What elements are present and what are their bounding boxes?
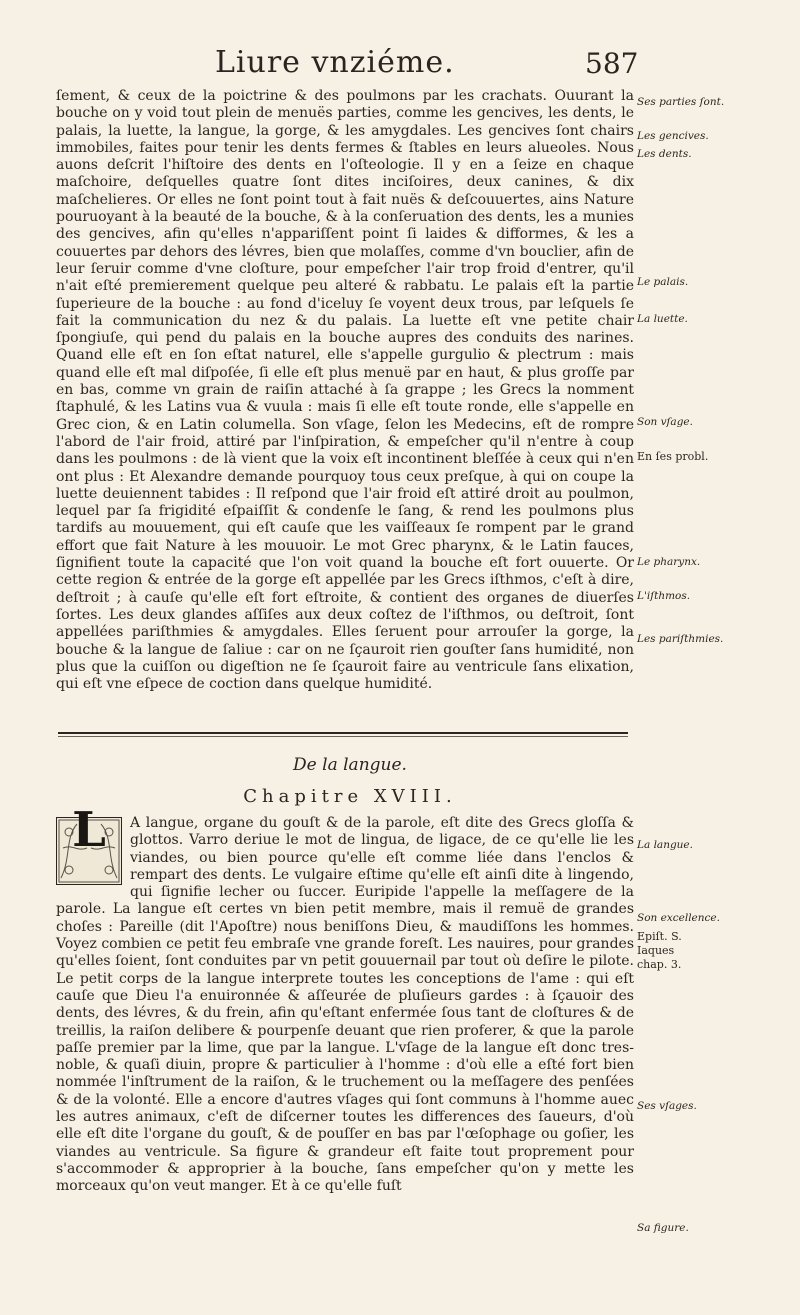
running-title: Liure vnziéme. bbox=[215, 45, 455, 80]
page-number: 587 bbox=[585, 47, 639, 80]
main-text-block bbox=[56, 88, 634, 693]
margin-note: Le palais. bbox=[637, 276, 689, 288]
ornamental-initial bbox=[56, 802, 122, 885]
chapter-paragraph: A langue, organe du gouſt & de la parole, eſt dite des Grecs gloſſa & glottos. Varro deriue le mot de lingua, de ligace, de ce qu'elle lie les viandes, ou bien pource qu'elle eſt comme liée dans l'enclos & rempart des dents. Le vulgaire eſtime qu'elle eſt ainſi dite à lingendo, qui ſignifie lecher ou ſuccer. Euripide l'appelle la meſſagere de la parole. La langue eſt certes vn bien petit membre, mais il remuë de grandes choſes : Pareille (dit l'Apoſtre) nous beniſſons Dieu, & maudiſſons les hommes. Voyez combien ce petit feu embraſe vne grande foreſt. Les nauires, pour grandes qu'elles ſoient, ſont conduites par vn petit gouuernail par tout où deſire le pilote. Le petit corps de la langue interprete toutes les conceptions de l'ame : qui eſt cauſe que Dieu l'a enuironnée & aſſeurée de pluſieurs gardes : à ſçauoir des dents, des lévres, & du frein, afin qu'eſtant enfermée ſous tant de cloſtures & de treillis, la raiſon delibere & pourpenſe deuant que rien proferer, & que la parole paſſe premier par la lime, que par la langue. L'vſage de la langue eſt donc tres-noble, & quaſi diuin, propre & particulier à l'homme : d'où elle a eſté fort bien nommée l'inſtrument de la raiſon, & le truchement ou la meſſagere des penſées & de la volonté. Elle a encore d'autres vſages qui ſont communs à l'homme auec les autres animaux, c'eſt de diſcerner toutes les differences des ſaueurs, d'où elle eſt dite l'organe du gouſt, & de pouſſer en bas par l'œſophage ou goſier, les viandes au ventricule. Sa figure & grandeur eſt faite tout proprement pour s'accommoder & approprier à la bouche, ſans empeſcher qu'on y mette les morceaux qu'on veut manger. Et à ce qu'elle fuſt bbox=[56, 815, 634, 1195]
margin-note: Son vſage. bbox=[637, 416, 693, 428]
margin-note: La langue. bbox=[637, 839, 693, 851]
margin-note: En ſes probl. bbox=[637, 450, 709, 463]
section-title: De la langue. bbox=[293, 755, 407, 775]
margin-note: Les dents. bbox=[637, 148, 692, 160]
margin-note: Le pharynx. bbox=[637, 556, 701, 568]
margin-note: Sa figure. bbox=[637, 1222, 689, 1234]
margin-note: La luette. bbox=[637, 313, 688, 325]
margin-note: Epiſt. S. Iaques chap. 3. bbox=[637, 930, 682, 971]
margin-note: Ses vſages. bbox=[637, 1100, 697, 1112]
margin-note: L'iſthmos. bbox=[637, 590, 691, 602]
margin-note: Les pariſthmies. bbox=[637, 633, 724, 645]
margin-note: Ses parties ſont. bbox=[637, 96, 725, 108]
body-paragraph: ſement, & ceux de la poictrine & des poulmons par les crachats. Ouurant la bouche on y void tout plein de menuës parties, comme les gencives, les dents, le palais, la luette, la langue, la gorge, & les amygdales. Les gencives ſont chairs immobiles, faites pour tenir les dents fermes & ſtables en leurs alueoles. Nous auons deſcrit l'hiſtoire des dents en l'oſteologie. Il y en a ſeize en chaque maſchoire, deſquelles quatre ſont dites inciſoires, deux canines, & dix maſchelieres. Or elles ne ſont point tout à fait nuës & deſcouuertes, ains Nature pouruoyant à la beauté de la bouche, & à la conſeruation des dents, les a munies des gencives, afin qu'elles n'appariſſent point ſi laides & difformes, & les a couuertes par dehors des lévres, bien que molaſſes, comme d'vn bouclier, afin de leur ſeruir comme d'vne cloſture, pour empeſcher l'air trop froid d'entrer, qu'il n'ait eſté premierement quelque peu alteré & rabbatu. Le palais eſt la partie ſuperieure de la bouche : au fond d'iceluy ſe voyent deux trous, par leſquels ſe fait la communication du nez & du palais. La luette eſt vne petite chair ſpongiuſe, qui pend du palais en la bouche aupres des conduits des narines. Quand elle eſt en ſon eſtat naturel, elle s'appelle gurgulio & plectrum : mais quand elle eſt mal diſpoſée, ſi elle eſt plus menuë par en haut, & plus groſſe par en bas, comme vn grain de raiſin attaché à ſa grappe ; les Grecs la nomment ſtaphulé, & les Latins vua & vuula : mais ſi elle eſt toute ronde, elle s'appelle en Grec cion, & en Latin columella. Son vſage, ſelon les Medecins, eſt de rompre l'abord de l'air froid, attiré par l'inſpiration, & empeſcher qu'il n'entre à coup dans les poulmons : de là vient que la voix eſt incontinent bleſſée à ceux qui n'en ont plus : Et Alexandre demande pourquoy tous ceux preſque, à qui on coupe la luette deuiennent tabides : Il reſpond que l'air froid eſt attiré droit au poulmon, lequel par ſa frigidité eſpaiſſit & condenſe le ſang, & rend les poulmons plus tardifs au mouuement, qui eſt cauſe que les vaiſſeaux ſe rompent par le grand effort que fait Nature à les mouuoir. Le mot Grec pharynx, & le Latin fauces, ſignifient toute la capacité que l'on voit quand la bouche eſt fort ouuerte. Or cette region & entrée de la gorge eſt appellée par les Grecs iſthmos, c'eſt à dire, deſtroit ; à cauſe qu'elle eſt fort eſtroite, & contient des organes de diuerſes ſortes. Les deux glandes aſſiſes aux deux coſtez de l'iſthmos, ou deſtroit, ſont appellées pariſthmies & amygdales. Elles ſeruent pour arrouſer la gorge, la bouche & la langue de ſaliue : car on ne ſçauroit rien gouſter ſans humidité, non plus que la cuiſſon ou digeſtion ne ſe ſçauroit faire au ventricule ſans elixation, qui eſt vne eſpece de coction dans quelque humidité. bbox=[56, 88, 634, 693]
chapter-title: Chapitre XVIII. bbox=[243, 786, 457, 807]
margin-note: Son excellence. bbox=[637, 912, 720, 924]
page-header bbox=[0, 45, 800, 85]
section-divider-thin bbox=[58, 736, 628, 737]
initial-letter: L bbox=[72, 802, 106, 858]
chapter-text-block bbox=[56, 802, 634, 1196]
margin-note: Les gencives. bbox=[637, 130, 709, 142]
section-divider bbox=[58, 732, 628, 734]
